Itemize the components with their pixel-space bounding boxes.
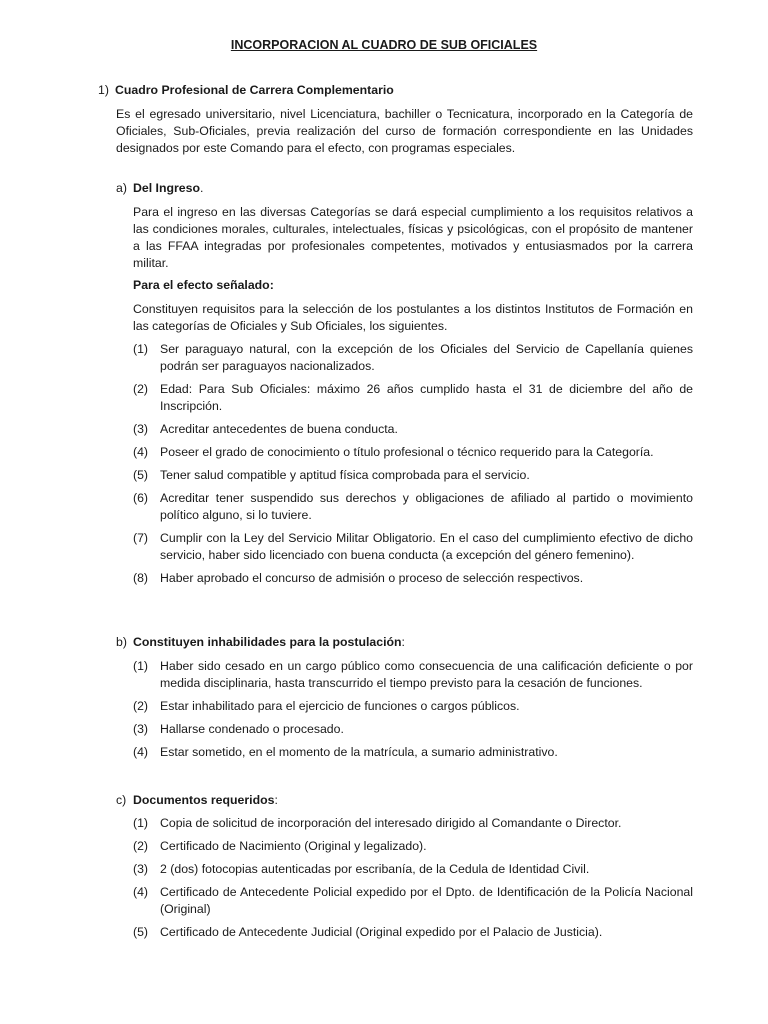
list-item-text: Estar inhabilitado para el ejercicio de funciones o cargos públicos. bbox=[160, 699, 520, 713]
list-item-text: Certificado de Nacimiento (Original y legalizado). bbox=[160, 839, 427, 853]
documentos-list bbox=[133, 815, 693, 941]
list-item-text: Tener salud compatible y aptitud física comprobada para el servicio. bbox=[160, 468, 530, 482]
list-item bbox=[133, 924, 693, 941]
list-item-marker: (2) bbox=[133, 382, 149, 396]
subsection-heading-ingreso bbox=[116, 180, 203, 197]
list-item-text: Poseer el grado de conocimiento o título profesional o técnico requerido para la Categoría. bbox=[160, 445, 654, 459]
section-heading bbox=[98, 82, 394, 99]
list-item-marker: (7) bbox=[133, 531, 149, 545]
inhabilidades-list bbox=[133, 658, 693, 761]
list-item-marker: (4) bbox=[133, 745, 149, 759]
subsection-heading-documentos bbox=[116, 792, 278, 809]
list-item-marker: (4) bbox=[133, 445, 149, 459]
list-item bbox=[133, 884, 693, 918]
list-item bbox=[133, 861, 693, 878]
list-item-marker: (5) bbox=[133, 925, 149, 939]
list-item-text: Acreditar tener suspendido sus derechos y obligaciones de afiliado al partido o movimiento político alguno, si lo tuviere. bbox=[160, 491, 693, 522]
list-item-text: 2 (dos) fotocopias autenticadas por escribanía, de la Cedula de Identidad Civil. bbox=[160, 862, 590, 876]
subsection-letter: a) bbox=[116, 181, 127, 195]
list-item-text: Cumplir con la Ley del Servicio Militar Obligatorio. En el caso del cumplimiento efectivo de dicho servicio, haber sido licenciado con buena conducta (a excepción del género femenino). bbox=[160, 531, 693, 562]
efecto-heading: Para el efecto señalado: bbox=[133, 278, 274, 292]
list-item bbox=[133, 698, 693, 715]
list-item bbox=[133, 658, 693, 692]
list-item-marker: (3) bbox=[133, 862, 149, 876]
section-heading-text: Cuadro Profesional de Carrera Complementario bbox=[115, 83, 394, 97]
list-item-marker: (1) bbox=[133, 342, 149, 356]
subsection-heading-punct: : bbox=[274, 793, 278, 807]
list-item-text: Copia de solicitud de incorporación del interesado dirigido al Comandante o Director. bbox=[160, 816, 622, 830]
subsection-heading-punct: . bbox=[199, 181, 204, 195]
list-item bbox=[133, 467, 693, 484]
list-item-text: Acreditar antecedentes de buena conducta. bbox=[160, 422, 398, 436]
list-item-text: Certificado de Antecedente Policial expedido por el Dpto. de Identificación de la Policía Nacional (Original) bbox=[160, 885, 693, 916]
requisitos-list bbox=[133, 341, 693, 587]
list-item bbox=[133, 490, 693, 524]
list-item-marker: (1) bbox=[133, 816, 149, 830]
list-item-marker: (3) bbox=[133, 422, 149, 436]
list-item bbox=[133, 421, 693, 438]
list-item-marker: (6) bbox=[133, 491, 149, 505]
list-item-marker: (2) bbox=[133, 839, 149, 853]
subsection-heading-text: Documentos requeridos bbox=[133, 793, 275, 807]
list-item bbox=[133, 721, 693, 738]
list-item-text: Estar sometido, en el momento de la matrícula, a sumario administrativo. bbox=[160, 745, 558, 759]
ingreso-paragraph: Para el ingreso en las diversas Categorías se dará especial cumplimiento a los requisitos relativos a las condiciones morales, culturales, intelectuales, físicas y psicológicas, con el propósito de mantener a las FFAA integradas por profesionales competentes, motivados y entusiasmados por la carrera militar. bbox=[133, 205, 693, 270]
subsection-letter: b) bbox=[116, 635, 127, 649]
subsection-letter: c) bbox=[116, 793, 127, 807]
list-item-marker: (2) bbox=[133, 699, 149, 713]
section-intro: Es el egresado universitario, nivel Licenciatura, bachiller o Tecnicatura, incorporado en la Categoría de Oficiales, Sub-Oficiales, previa realización del curso de formación correspondiente en las Unidades designados por este Comando para el efecto, con programas especiales. bbox=[116, 107, 693, 155]
efecto-paragraph: Constituyen requisitos para la selección de los postulantes a los distintos Institutos de Formación en las categorías de Oficiales y Sub Oficiales, los siguientes. bbox=[133, 302, 693, 333]
list-item bbox=[133, 530, 693, 564]
list-item-marker: (5) bbox=[133, 468, 149, 482]
list-item-text: Haber aprobado el concurso de admisión o proceso de selección respectivos. bbox=[160, 571, 584, 585]
list-item bbox=[133, 815, 693, 832]
list-item bbox=[133, 744, 693, 761]
subsection-heading-inhabilidades bbox=[116, 634, 405, 651]
list-item-marker: (8) bbox=[133, 571, 149, 585]
list-item bbox=[133, 838, 693, 855]
document-title: INCORPORACION AL CUADRO DE SUB OFICIALES bbox=[230, 38, 538, 52]
list-item-marker: (3) bbox=[133, 722, 149, 736]
list-item bbox=[133, 444, 693, 461]
list-item-text: Haber sido cesado en un cargo público como consecuencia de una calificación deficiente o por medida disciplinaria, hasta transcurrido el tiempo previsto para la cesación de funciones. bbox=[160, 659, 693, 690]
list-item-text: Ser paraguayo natural, con la excepción de los Oficiales del Servicio de Capellanía quienes podrán ser paraguayos nacionalizados. bbox=[160, 342, 693, 373]
section-number: 1) bbox=[98, 83, 109, 97]
list-item bbox=[133, 570, 693, 587]
subsection-heading-text: Constituyen inhabilidades para la postulación bbox=[133, 635, 402, 649]
list-item-text: Certificado de Antecedente Judicial (Original expedido por el Palacio de Justicia). bbox=[160, 925, 603, 939]
list-item-marker: (1) bbox=[133, 659, 149, 673]
list-item bbox=[133, 341, 693, 375]
subsection-heading-text: Del Ingreso bbox=[133, 181, 200, 195]
list-item-marker: (4) bbox=[133, 885, 149, 899]
list-item bbox=[133, 381, 693, 415]
list-item-text: Edad: Para Sub Oficiales: máximo 26 años cumplido hasta el 31 de diciembre del año de Inscripción. bbox=[160, 382, 693, 413]
subsection-heading-punct: : bbox=[401, 635, 405, 649]
list-item-text: Hallarse condenado o procesado. bbox=[160, 722, 344, 736]
